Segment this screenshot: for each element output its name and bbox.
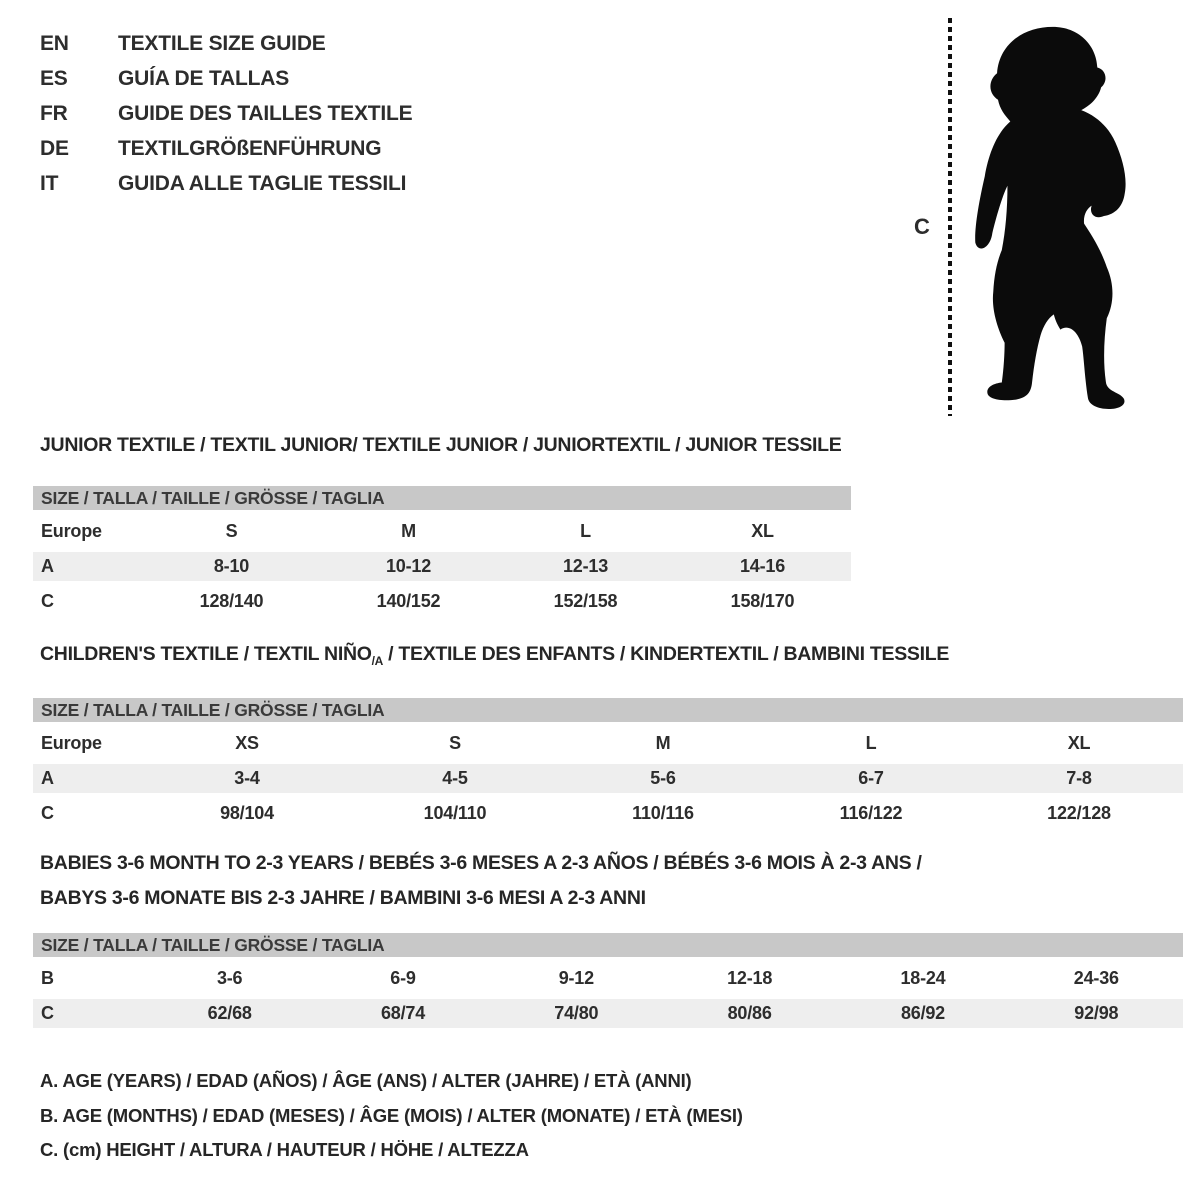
table-row [33, 796, 1183, 831]
size-cell: XL [751, 521, 774, 541]
children-title-suffix: /A [371, 653, 384, 668]
age-cell: 6-7 [858, 768, 884, 788]
row-label: C [41, 1003, 54, 1023]
age-cell: 4-5 [442, 768, 468, 788]
height-cell: 86/92 [900, 1003, 945, 1023]
height-cell: 122/128 [1047, 803, 1111, 823]
row-label: Europe [41, 521, 102, 541]
height-marker-label: C [914, 214, 930, 239]
row-label: A [41, 556, 54, 576]
row-label: B [41, 968, 54, 988]
size-cell: XL [1067, 733, 1091, 753]
age-cell: 3-4 [234, 768, 260, 788]
lang-row-it [40, 166, 412, 201]
junior-size-header: SIZE / TALLA / TAILLE / GRÖSSE / TAGLIA [33, 486, 851, 510]
babies-size-header: SIZE / TALLA / TAILLE / GRÖSSE / TAGLIA [33, 933, 1183, 957]
age-cell: 3-6 [216, 968, 243, 988]
legend-line-c: C. (cm) HEIGHT / ALTURA / HAUTEUR / HÖHE / ALTEZZA [40, 1139, 529, 1161]
children-title-main: CHILDREN'S TEXTILE / TEXTIL NIÑO [40, 643, 372, 665]
table-row [33, 549, 851, 584]
lang-title-fr: GUIDE DES TAILLES TEXTILE [118, 101, 413, 125]
babies-title-line2: BABYS 3-6 MONATE BIS 2-3 JAHRE / BAMBINI 3-6 MESI A 2-3 ANNI [40, 887, 646, 909]
table-row [33, 761, 1183, 796]
table-row [33, 961, 1183, 996]
lang-row-de [40, 131, 412, 166]
table-row [33, 514, 851, 549]
height-cell: 140/152 [376, 591, 441, 611]
row-label: C [41, 803, 54, 823]
size-cell: M [401, 521, 416, 541]
age-cell: 10-12 [385, 556, 432, 576]
row-label: C [41, 591, 54, 611]
size-cell: L [865, 733, 877, 753]
height-cell: 80/86 [727, 1003, 772, 1023]
age-cell: 6-9 [390, 968, 416, 988]
table-row [33, 584, 851, 619]
row-label: A [41, 768, 54, 788]
height-cell: 74/80 [554, 1003, 599, 1023]
age-cell: 18-24 [900, 968, 946, 988]
toddler-silhouette-image [963, 16, 1138, 418]
size-cell: M [655, 733, 671, 753]
lang-code-it: IT [40, 171, 59, 195]
height-cell: 116/122 [839, 803, 903, 823]
lang-title-es: GUÍA DE TALLAS [118, 66, 290, 90]
junior-section-title: JUNIOR TEXTILE / TEXTIL JUNIOR/ TEXTILE JUNIOR / JUNIORTEXTIL / JUNIOR TESSILE [40, 434, 842, 456]
children-size-table [33, 698, 1183, 831]
age-cell: 12-13 [562, 556, 609, 576]
height-cell: 158/170 [730, 591, 795, 611]
junior-size-table [33, 486, 851, 619]
children-size-header: SIZE / TALLA / TAILLE / GRÖSSE / TAGLIA [33, 698, 1183, 722]
age-cell: 14-16 [739, 556, 786, 576]
lang-row-en [40, 26, 412, 61]
size-cell: S [225, 521, 238, 541]
legend-line-a: A. AGE (YEARS) / EDAD (AÑOS) / ÂGE (ANS) / ALTER (JAHRE) / ETÀ (ANNI) [40, 1070, 692, 1091]
height-cell: 68/74 [380, 1003, 426, 1023]
lang-title-de: TEXTILGRÖßENFÜHRUNG [118, 136, 382, 160]
language-title-list [40, 26, 412, 201]
size-cell: XS [235, 733, 259, 753]
height-cell: 98/104 [220, 803, 274, 823]
table-row [33, 996, 1183, 1031]
height-dashed-line [948, 18, 952, 416]
lang-row-es [40, 61, 412, 96]
height-cell: 62/68 [207, 1003, 252, 1023]
table-row [33, 726, 1183, 761]
lang-code-en: EN [40, 31, 69, 55]
height-cell: 128/140 [199, 591, 264, 611]
size-cell: L [580, 521, 591, 541]
age-cell: 5-6 [650, 768, 676, 788]
legend [40, 1064, 743, 1168]
row-label: Europe [41, 733, 102, 753]
age-cell: 12-18 [727, 968, 773, 988]
height-cell: 152/158 [553, 591, 618, 611]
age-cell: 9-12 [558, 968, 594, 988]
babies-size-table [33, 933, 1183, 1031]
lang-title-en: TEXTILE SIZE GUIDE [118, 31, 326, 55]
lang-code-de: DE [40, 136, 69, 160]
lang-row-fr [40, 96, 412, 131]
age-cell: 7-8 [1066, 768, 1092, 788]
height-cell: 110/116 [632, 803, 694, 823]
children-section-title [40, 643, 949, 668]
children-title-rest: / TEXTILE DES ENFANTS / KINDERTEXTIL / BAMBINI TESSILE [383, 643, 950, 665]
lang-code-fr: FR [40, 101, 68, 125]
babies-title-line1: BABIES 3-6 MONTH TO 2-3 YEARS / BEBÉS 3-6 MESES A 2-3 AÑOS / BÉBÉS 3-6 MOIS À 2-3 ANS / [40, 852, 922, 874]
size-cell: S [449, 733, 461, 753]
age-cell: 24-36 [1073, 968, 1119, 988]
lang-code-es: ES [40, 66, 68, 90]
lang-title-it: GUIDA ALLE TAGLIE TESSILI [118, 171, 407, 195]
babies-section-title [40, 846, 922, 916]
height-cell: 104/110 [423, 803, 487, 823]
legend-line-b: B. AGE (MONTHS) / EDAD (MESES) / ÂGE (MOIS) / ALTER (MONATE) / ETÀ (MESI) [40, 1104, 743, 1126]
age-cell: 8-10 [213, 556, 250, 576]
height-cell: 92/98 [1074, 1003, 1119, 1023]
